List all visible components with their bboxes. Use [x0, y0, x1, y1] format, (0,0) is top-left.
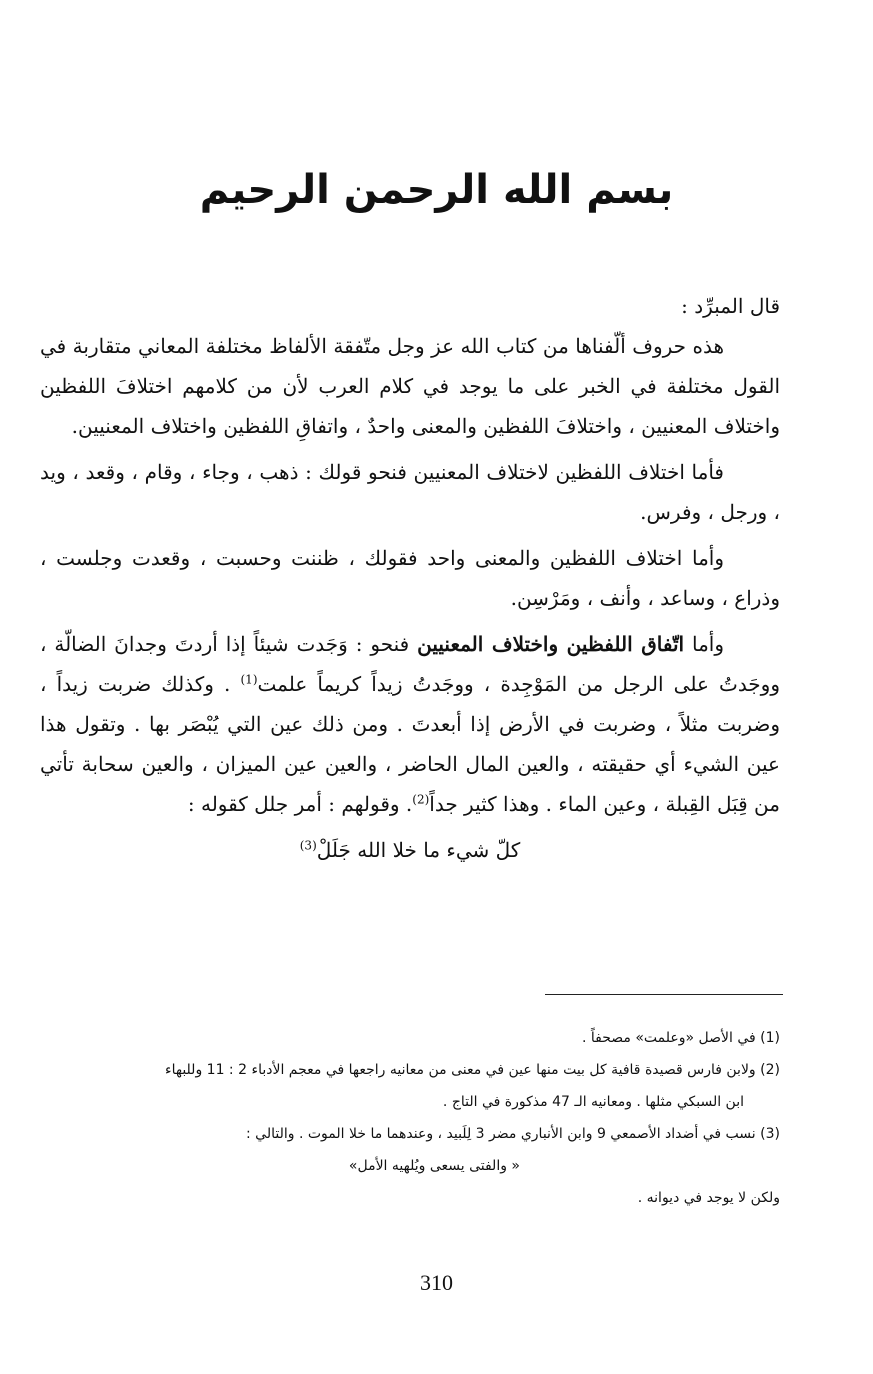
paragraph-4-lead: وأما	[684, 632, 725, 656]
basmala-heading: بسم الله الرحمن الرحيم	[199, 167, 674, 213]
page-number: 310	[420, 1270, 453, 1295]
paragraph-4-part-3: . وقولهم : أمر جلل كقوله :	[187, 792, 413, 816]
footnote-2: (2) ولابن فارس قصيدة قافية كل بيت منها عين في معنى من معانيه راجعها في معجم الأدباء 2 : 11 وللبهاء	[165, 1062, 780, 1078]
paragraph-3: وأما اختلاف اللفظين والمعنى واحد فقولك ، ظننت وحسبت ، وقعدت وجلست ، وذراع ، وساعد ، وأنف ، ومَرْسِن.	[40, 546, 780, 610]
footnote-1: (1) في الأصل «وعلمت» مصحفاً .	[581, 1030, 780, 1046]
footnote-2-continued: ابن السبكي مثلها . ومعانيه الـ 47 مذكورة في التاج .	[442, 1094, 744, 1110]
footnote-separator	[545, 994, 783, 995]
main-text	[40, 286, 780, 870]
paragraph-1: هذه حروف ألّفناها من كتاب الله عز وجل متّفقة الألفاظ مختلفة المعاني متقاربة في القول مختلفة في الخبر على ما يوجد في كلام العرب لأن من كلامهم اختلافَ اللفظين واختلاف المعنيين ، واختلافَ اللفظين والمعنى واحدٌ ، واتفاقِ اللفظين واختلاف المعنيين.	[40, 334, 780, 438]
footnote-ref-3[interactable]: (3)	[299, 838, 317, 853]
paragraph-4-part-2: . وكذلك ضربت زيداً ، وضربت مثلاً ، وضربت في الأرض إذا أبعدتَ . ومن ذلك عين التي يُبْصَر بها . وتقول هذا عين الشيء أي حقيقته ، والعين المال الحاضر ، والعين عين الميزان ، والعين سحابة تأتي من قِبَل القِبلة ، وعين الماء . وهذا كثير جداً	[40, 672, 780, 816]
author-line: قال المبرِّد :	[681, 294, 780, 318]
footnote-3-note: ولكن لا يوجد في ديوانه .	[637, 1190, 780, 1206]
paragraph-4-bold-term: اتّفاق اللفظين واختلاف المعنيين	[417, 632, 685, 656]
footnote-3: (3) نسب في أضداد الأصمعي 9 وابن الأنباري مضر 3 لِلَبيد ، وعندهما ما خلا الموت . والتالي :	[246, 1126, 780, 1142]
paragraph-2: فأما اختلاف اللفظين لاختلاف المعنيين فنحو قولك : ذهب ، وجاء ، وقام ، وقعد ، ويد ، ورجل ، وفرس.	[40, 460, 780, 524]
footnotes	[40, 1022, 780, 1214]
footnote-ref-2[interactable]: (2)	[412, 792, 430, 807]
poem-verse	[40, 830, 780, 870]
footnote-ref-1[interactable]: (1)	[240, 672, 258, 687]
paragraph-4-part-1: فنحو : وَجَدت شيئاً إذا أردتَ وجدانَ الضالّة ، ووجَدتُ على الرجل من المَوْجِدة ، ووجَدتُ زيداً كريماً علمت	[40, 632, 780, 696]
footnote-3-verse: « والفتى يسعى ويُلهيه الأمل»	[348, 1158, 520, 1174]
poem-text: كلّ شيء ما خلا الله جَلَلْ	[316, 838, 521, 862]
paragraph-4	[40, 624, 780, 824]
